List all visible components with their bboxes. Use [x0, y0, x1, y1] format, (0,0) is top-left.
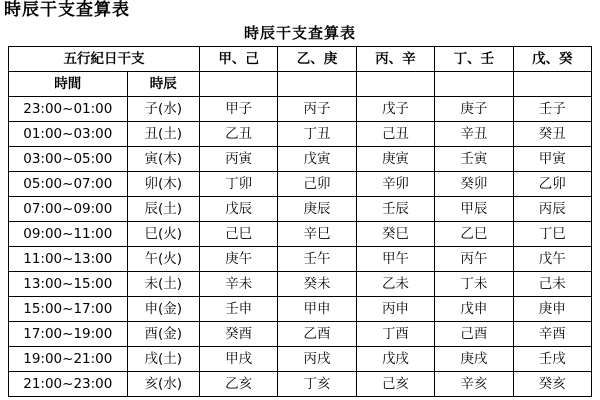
row-time: 15:00~17:00: [9, 297, 128, 322]
row-cell: 甲寅: [513, 147, 591, 172]
row-cell: 辛亥: [435, 372, 513, 397]
header-time-label: 時間: [9, 72, 128, 97]
row-cell: 戊午: [513, 247, 591, 272]
row-cell: 甲申: [278, 297, 356, 322]
table-header-row-1: [9, 47, 592, 72]
row-cell: 庚子: [435, 97, 513, 122]
header-day-stem-wu-gui: 戊、癸: [513, 47, 591, 72]
row-cell: 癸亥: [513, 372, 591, 397]
row-cell: 辛丑: [435, 122, 513, 147]
row-cell: 丙寅: [199, 147, 277, 172]
row-cell: 乙亥: [199, 372, 277, 397]
page-title: 時辰干支查算表: [243, 24, 356, 42]
row-cell: 己巳: [199, 222, 277, 247]
row-cell: 庚戌: [435, 347, 513, 372]
row-cell: 乙巳: [435, 222, 513, 247]
table-row: [9, 197, 592, 222]
row-time: 01:00~03:00: [9, 122, 128, 147]
row-cell: 丙午: [435, 247, 513, 272]
table-row: [9, 372, 592, 397]
row-cell: 壬午: [278, 247, 356, 272]
row-cell: 癸巳: [356, 222, 434, 247]
row-cell: 乙丑: [199, 122, 277, 147]
table-row: [9, 222, 592, 247]
header-day-stem-jia-ji: 甲、己: [199, 47, 277, 72]
row-cell: 癸卯: [435, 172, 513, 197]
row-cell: 丙戌: [278, 347, 356, 372]
row-cell: 庚午: [199, 247, 277, 272]
row-cell: 壬寅: [435, 147, 513, 172]
header-spacer-5: [513, 72, 591, 97]
cut-off-heading-text: 時辰干支查算表: [4, 0, 130, 20]
row-cell: 庚辰: [278, 197, 356, 222]
row-cell: 壬申: [199, 297, 277, 322]
row-hour: 午(火): [127, 247, 199, 272]
row-hour: 丑(土): [127, 122, 199, 147]
table-row: [9, 347, 592, 372]
row-cell: 癸丑: [513, 122, 591, 147]
table-row: [9, 172, 592, 197]
header-day-stem-yi-geng: 乙、庚: [278, 47, 356, 72]
row-cell: 壬戌: [513, 347, 591, 372]
header-spacer-4: [435, 72, 513, 97]
row-cell: 辛巳: [278, 222, 356, 247]
row-hour: 未(土): [127, 272, 199, 297]
header-day-stem-bing-xin: 丙、辛: [356, 47, 434, 72]
row-cell: 己卯: [278, 172, 356, 197]
row-hour: 寅(木): [127, 147, 199, 172]
row-cell: 癸酉: [199, 322, 277, 347]
row-cell: 丁卯: [199, 172, 277, 197]
row-cell: 庚申: [513, 297, 591, 322]
header-spacer-2: [278, 72, 356, 97]
row-cell: 戊寅: [278, 147, 356, 172]
row-cell: 甲戌: [199, 347, 277, 372]
row-cell: 癸未: [278, 272, 356, 297]
row-cell: 辛酉: [513, 322, 591, 347]
hour-stem-branch-table: [8, 46, 592, 397]
row-time: 17:00~19:00: [9, 322, 128, 347]
row-hour: 卯(木): [127, 172, 199, 197]
row-time: 23:00~01:00: [9, 97, 128, 122]
row-time: 21:00~23:00: [9, 372, 128, 397]
row-cell: 丙申: [356, 297, 434, 322]
row-cell: 乙酉: [278, 322, 356, 347]
row-cell: 戊辰: [199, 197, 277, 222]
row-cell: 辛卯: [356, 172, 434, 197]
row-cell: 己酉: [435, 322, 513, 347]
row-cell: 戊戌: [356, 347, 434, 372]
header-hour-label: 時辰: [127, 72, 199, 97]
row-time: 03:00~05:00: [9, 147, 128, 172]
row-cell: 己丑: [356, 122, 434, 147]
header-spacer-3: [356, 72, 434, 97]
row-time: 07:00~09:00: [9, 197, 128, 222]
row-cell: 甲午: [356, 247, 434, 272]
table-row: [9, 97, 592, 122]
table-row: [9, 322, 592, 347]
row-cell: 己亥: [356, 372, 434, 397]
row-cell: 丁巳: [513, 222, 591, 247]
row-cell: 丁丑: [278, 122, 356, 147]
table-row: [9, 272, 592, 297]
row-cell: 乙未: [356, 272, 434, 297]
table-row: [9, 147, 592, 172]
row-cell: 戊子: [356, 97, 434, 122]
row-hour: 酉(金): [127, 322, 199, 347]
row-time: 11:00~13:00: [9, 247, 128, 272]
row-time: 19:00~21:00: [9, 347, 128, 372]
row-cell: 甲子: [199, 97, 277, 122]
row-cell: 丁亥: [278, 372, 356, 397]
row-cell: 丁未: [435, 272, 513, 297]
row-time: 05:00~07:00: [9, 172, 128, 197]
header-spacer-1: [199, 72, 277, 97]
row-hour: 亥(水): [127, 372, 199, 397]
row-cell: 己未: [513, 272, 591, 297]
cut-off-heading: [0, 0, 600, 20]
table-row: [9, 247, 592, 272]
row-time: 09:00~11:00: [9, 222, 128, 247]
right-edge-clip: [592, 0, 600, 400]
row-hour: 子(水): [127, 97, 199, 122]
header-five-elements-label: 五行紀日干支: [9, 47, 200, 72]
row-cell: 辛未: [199, 272, 277, 297]
row-cell: 丙子: [278, 97, 356, 122]
row-cell: 甲辰: [435, 197, 513, 222]
row-hour: 申(金): [127, 297, 199, 322]
row-cell: 戊申: [435, 297, 513, 322]
header-day-stem-ding-ren: 丁、壬: [435, 47, 513, 72]
row-cell: 壬辰: [356, 197, 434, 222]
row-hour: 巳(火): [127, 222, 199, 247]
row-cell: 丁酉: [356, 322, 434, 347]
row-cell: 壬子: [513, 97, 591, 122]
row-cell: 乙卯: [513, 172, 591, 197]
row-cell: 庚寅: [356, 147, 434, 172]
table-header-row-2: [9, 72, 592, 97]
table-row: [9, 297, 592, 322]
row-hour: 戌(土): [127, 347, 199, 372]
table-row: [9, 122, 592, 147]
row-time: 13:00~15:00: [9, 272, 128, 297]
row-hour: 辰(土): [127, 197, 199, 222]
row-cell: 丙辰: [513, 197, 591, 222]
